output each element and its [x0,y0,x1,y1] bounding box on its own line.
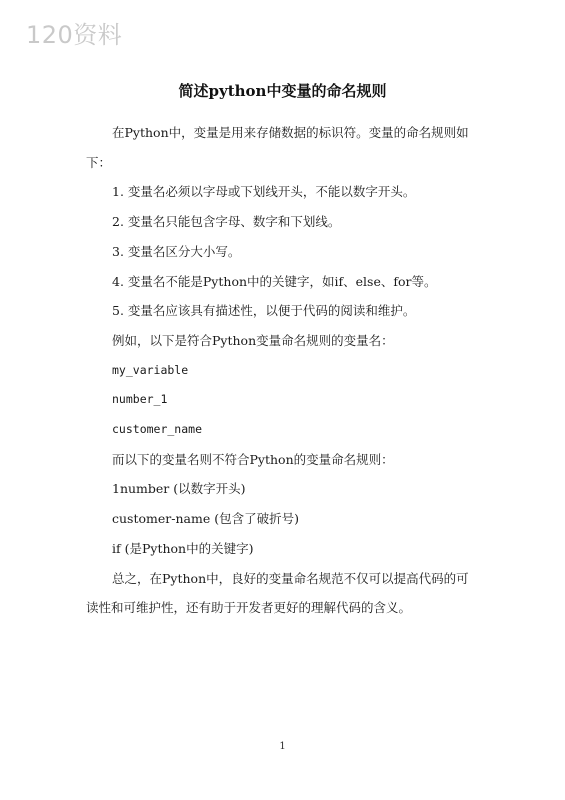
rule-item-4: 4. 变量名不能是Python中的关键字，如if、else、for等。 [112,273,437,289]
invalid-example-3: if (是Python中的关键字) [112,540,254,556]
valid-examples-intro: 例如，以下是符合Python变量命名规则的变量名： [112,332,394,348]
document-body [86,118,481,623]
valid-example-2: number_1 [112,392,168,407]
rule-item-3: 3. 变量名区分大小写。 [112,243,241,259]
conclusion-paragraph: 总之，在Python中，良好的变量命名规范不仅可以提高代码的可读性和可维护性，还有助于开发者更好的理解代码的含义。 [86,570,469,616]
watermark-logo: 120资料 [26,21,123,49]
valid-example-1: my_variable [112,362,189,377]
invalid-examples-intro: 而以下的变量名则不符合Python的变量命名规则： [112,451,394,467]
intro-paragraph: 在Python中，变量是用来存储数据的标识符。变量的命名规则如下： [86,125,469,170]
valid-example-3: customer_name [112,422,203,437]
invalid-example-2: customer-name (包含了破折号) [112,511,299,527]
rule-item-5: 5. 变量名应该具有描述性，以便于代码的阅读和维护。 [112,303,416,319]
rule-item-2: 2. 变量名只能包含字母、数字和下划线。 [112,214,341,230]
document-title: 简述python中变量的命名规则 [178,82,387,100]
rule-item-1: 1. 变量名必须以字母或下划线开头，不能以数字开头。 [112,184,416,200]
invalid-example-1: 1number (以数字开头) [112,481,246,497]
page-number: 1 [279,741,286,752]
